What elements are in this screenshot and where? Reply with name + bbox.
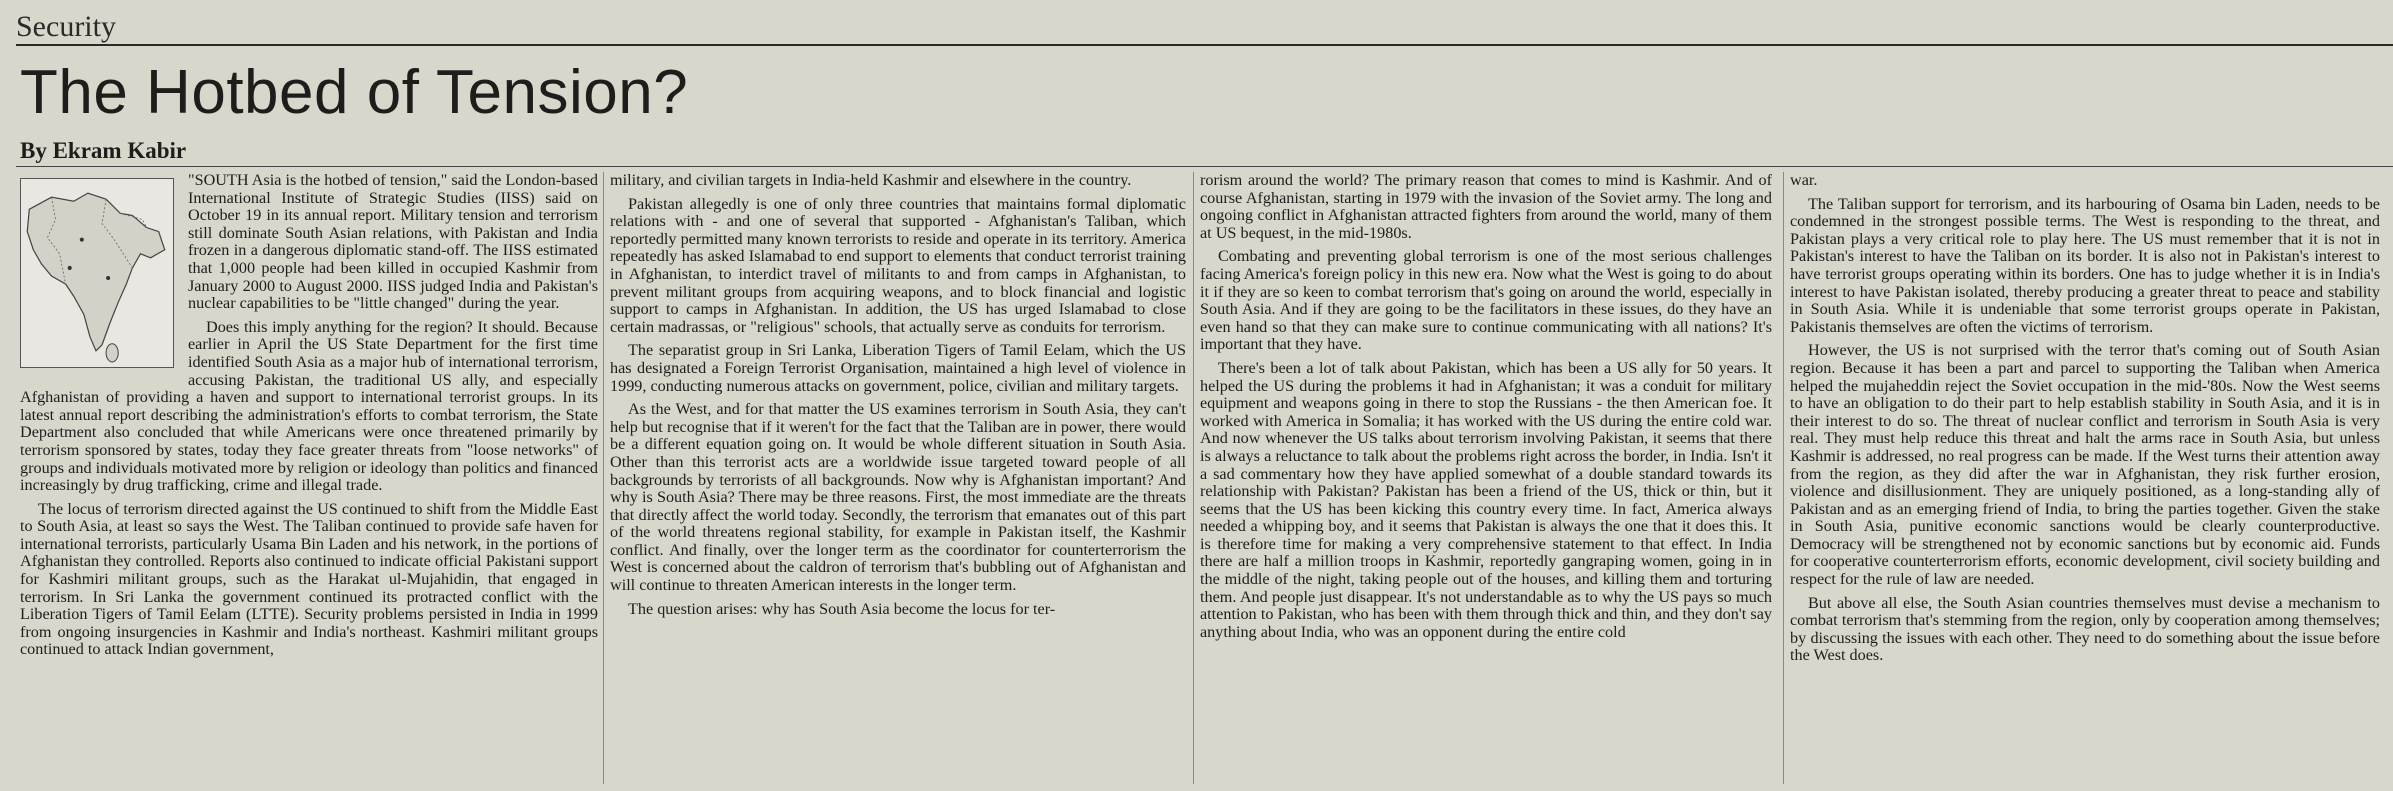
column-divider (1193, 172, 1194, 784)
paragraph: Pakistan allegedly is one of only three countries that maintains formal diplomatic relations with - and one of several that supported - Afghanistan's Taliban, which reportedly permitted many known terrorists to reside and operate in its territory. America repeatedly has asked Islamabad to end support to elements that conduct terrorist training in Afghanistan, to interdict travel of militants to and from camps in Afghanistan, to prevent militant groups from acquiring weapons, and to block financial and logistic support to camps in Afghanistan. In addition, the US has urged Islamabad to close certain madrassas, or "religious" schools, that actually serve as conduits for terrorism. (610, 194, 1186, 336)
paragraph: However, the US is not surprised with the terror that's coming out of South Asian region. Because it has been a part and parcel to supporting the Taliban when America helped the mujaheddin reject the Soviet occupation in the mid-'80s. Now the West seems to have an obligation to do their part to help establish stability in South Asia, and it is in their interest to do so. The threat of nuclear conflict and terrorism in South Asia is very real. They must help reduce this threat and halt the arms race in South Asia, but unless Kashmir is addressed, no real progress can be made. If the West turns their attention away from the region, as they did after the war in Afghanistan, they risk further erosion, violence and disillusionment. They are uniquely positioned, as a long-standing ally of Pakistan and as an emerging friend of India, to bring the parties together. Given the stake in South Asia, punitive economic sanctions would be clearly counterproductive. Democracy will be strengthened not by economic sanctions but by economic aid. Funds for cooperative counterterrorism efforts, economic development, civil society building and respect for the rule of law are needed. (1790, 341, 2380, 589)
paragraph: war. (1790, 172, 1818, 189)
paragraph: rorism around the world? The primary reason that comes to mind is Kashmir. And of course Afghanistan, starting in 1979 with the invasion of the Soviet army. The long and ongoing conflict in Afghanistan attracted fighters from around the world, many of them at US bequest, in the mid-1980s. (1200, 172, 1772, 242)
headline: The Hotbed of Tension? (20, 58, 689, 127)
paragraph: The Taliban support for terrorism, and its harbouring of Osama bin Laden, needs to be condemned in the strongest possible terms. The West is responding to the threat, and Pakistan plays a very critical role to play here. The US must remember that it is not in Pakistan's interest to have the Taliban on its border. It is also not in Pakistan's interest to have terrorist groups operating within its borders. One has to judge whether it is in India's interest to have Pakistan isolated, thereby producing a greater threat to peace and stability in South Asia. While it is undeniable that some terrorist groups operate in Pakistan, Pakistanis themselves are often the victims of terrorism. (1790, 194, 2380, 336)
column-divider (603, 172, 604, 784)
paragraph: The separatist group in Sri Lanka, Liberation Tigers of Tamil Eelam, which the US has designated a Foreign Terrorist Organisation, maintained a high level of violence in 1999, conducting numerous attacks on government, police, civilian and military targets. (610, 341, 1186, 395)
section-label: Security (16, 10, 116, 43)
section-rule (16, 44, 2393, 46)
byline: By Ekram Kabir (20, 138, 187, 163)
paragraph: As the West, and for that matter the US examines terrorism in South Asia, they can't help but recognise that if it weren't for the fact that the Taliban are in power, there would be a different equation going on. It would be whole different situation in South Asia. Other than this terrorist acts are a worldwide issue targeted toward people of all backgrounds by terrorists of all backgrounds. Now why is Afghanistan important? And why is South Asia? There may be three reasons. First, the most immediate are the threats that directly affect the world today. Secondly, the terrorism that emanates out of this part of the world threatens regional stability, for example in Pakistan itself, the Kashmir conflict. And finally, over the longer term as the coordinator for counterterrorism the West is concerned about the caldron of terrorism that's bubbling out of Afghanistan and will continue to threaten American interests in the longer term. (610, 400, 1186, 595)
article-column-3 (1200, 172, 1772, 784)
article-column-4 (1790, 172, 2380, 784)
paragraph: military, and civilian targets in India-held Kashmir and elsewhere in the country. (610, 172, 1132, 189)
paragraph: There's been a lot of talk about Pakistan, which has been a US ally for 50 years. It helped the US during the problems it had in Afghanistan; it was a conduit for military equipment and weapons going in there to stop the Russians - the then American foe. It worked with America in Somalia; it has worked with the US during the entire cold war. And now whenever the US talks about terrorism involving Pakistan, it seems that there is always a reluctance to talk about the problems right across the border, in India. Isn't it a sad commentary how they have applied somewhat of a double standard towards its relationship with Pakistan? Pakistan has been a friend of the US, thick or thin, but it seems that the US has been kicking this country every time. In fact, America always needed a whipping boy, and it seems that Pakistan is always the one that it does this. It is therefore time for making a very comprehensive statement to that effect. In India there are half a million troops in Kashmir, reportedly gangraping women, going in in the middle of the night, taking people out of the houses, and killing them and torturing them. And people just disappear. It's not understandable as to why the US pays so much attention to Pakistan, who has been with them through thick and thin, and they don't say anything about India, who was an opponent during the entire cold (1200, 358, 1772, 641)
paragraph: Combating and preventing global terrorism is one of the most serious challenges facing America's foreign policy in this new era. Now what the West is going to do about it if they are so keen to combat terrorism that's going on around the world, especially in South Asia. And if they are going to be the facilitators in these issues, do they have an even hand so that they can make sure to continue communicating with all nations? It's important that they have. (1200, 247, 1772, 354)
article-column-2 (610, 172, 1186, 784)
paragraph: But above all else, the South Asian countries themselves must devise a mechanism to combat terrorism that's stemming from the region, only by cooperation among themselves; by discussing the issues with each other. They need to do something about the issue before the West does. (1790, 593, 2380, 665)
byline-rule (16, 166, 2393, 167)
paragraph: The locus of terrorism directed against the US continued to shift from the Middle East to South Asia, at least so says the West. The Taliban continued to provide safe haven for international terrorists, particularly Usama Bin Laden and his network, in the portions of Afghanistan they controlled. Reports also continued to indicate official Pakistani support for Kashmiri militant groups, such as the Harakat ul-Mujahidin, that engaged in terrorism. In Sri Lanka the government continued its protracted conflict with the Liberation Tigers of Tamil Eelam (LTTE). Security problems persisted in India in 1999 from ongoing insurgencies in Kashmir and India's northeast. Kashmiri militant groups continued to attack Indian government, (20, 499, 598, 659)
paragraph: Does this imply anything for the region? It should. Because earlier in April the US State Department for the first time identified South Asia as a major hub of international terrorism, accusing Pakistan, the traditional US ally, and especially Afghanistan of providing a haven and support to international terrorist groups. In its latest annual report describing the administration's efforts to combat terrorism, the State Department also concluded that while Americans were once threatened primarily by terrorism sponsored by states, today they face greater threats from "loose networks" of groups and individuals motivated more by religion or ideology than politics and financed increasingly by drug trafficking, crime and illegal trade. (20, 317, 598, 495)
south-asia-map-image (20, 178, 174, 368)
paragraph: "SOUTH Asia is the hotbed of tension," said the London-based International Institute of Strategic Studies (IISS) said on October 19 in its annual report. Military tension and terrorism still dominate South Asian relations, with Pakistan and India frozen in a dangerous diplomatic stand-off. The IISS estimated that 1,000 people had been killed in occupied Kashmir from January 2000 to August 2000. IISS judged India and Pakistan's nuclear capabilities to be "little changed" during the year. (188, 172, 598, 313)
paragraph: The question arises: why has South Asia become the locus for ter- (628, 599, 1056, 618)
article-column-1 (20, 172, 598, 784)
map-icon (21, 179, 173, 367)
column-divider (1783, 172, 1784, 784)
